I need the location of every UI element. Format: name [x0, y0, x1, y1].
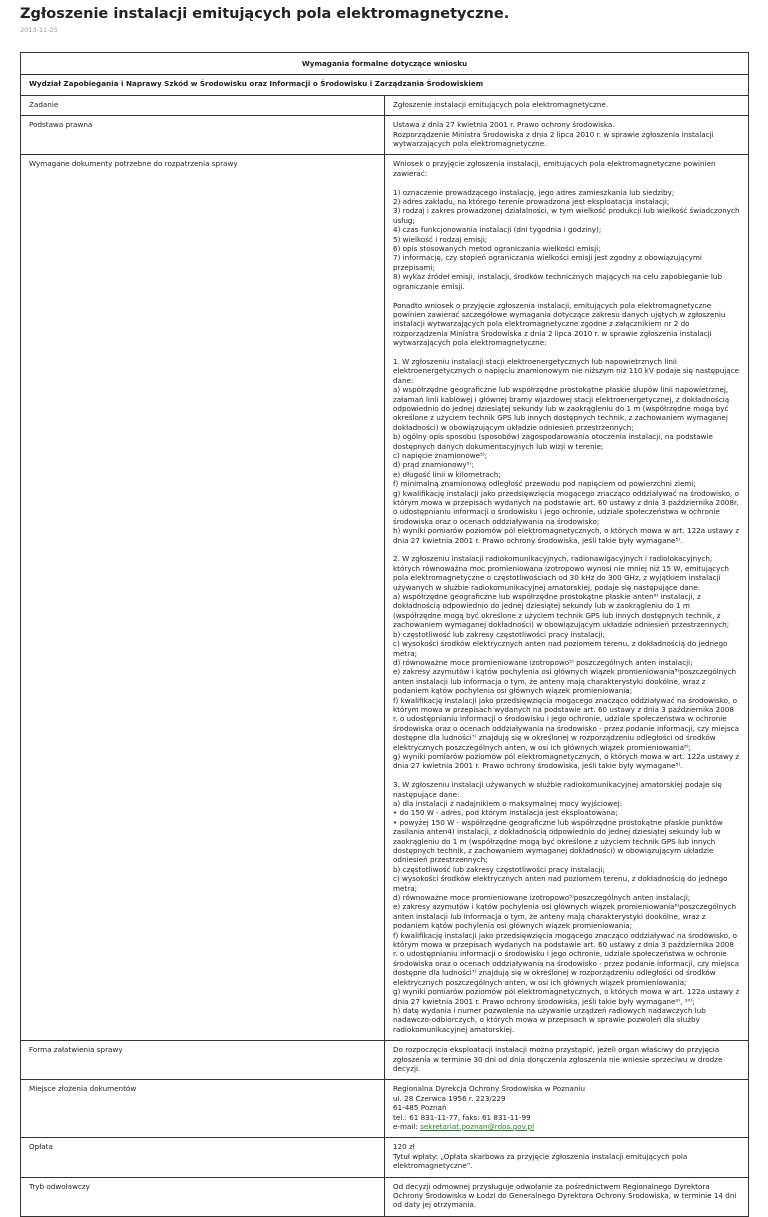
department-row	[21, 75, 749, 95]
miejsce-email-line	[393, 1122, 740, 1131]
row-label-oplata: Opłata	[21, 1138, 385, 1177]
publication-date: 2013-11-25	[20, 26, 58, 34]
table-row	[21, 1080, 749, 1138]
row-value-zadanie	[385, 95, 749, 115]
table-heading-row	[21, 53, 749, 75]
dokumenty-section-3: 3. W zgłoszeniu instalacji używanych w służbie radiokomunikacyjnej amatorskiej podaje się następujące dane: a) dla instalacji z nadajnikiem o maksymalnej mocy wyjściowej: • do 150 W - adres, pod którym instalacja jest eksploatowana; • powyżej 150 W - współrzędne geograficzne lub współrzędne prostokątne płaskie punktów zasilania anten4) instalacji, z dokładnością odpowiednio do jednej dziesiątej sekundy lub w zaokrągleniu do 1 m (współrzędne mogą być określone z użyciem technik GPS lub innych dostępnych technik, z zachowaniem wymaganej dokładności) w obowiązującym układzie odniesień przestrzennych; b) częstotliwość lub zakresy częstotliwości pracy instalacji; c) wysokości środków elektrycznych anten nad poziomem terenu, z dokładnością do jednego metra; d) równoważne moce promieniowane izotropowo⁵⁾poszczególnych anten instalacji; e) zakresy azymutów i kątów pochylenia osi głównych wiązek promieniowania⁶⁾poszczególnych anten instalacji lub informacja o tym, że anteny mają charakterystyki dookólne, wraz z podaniem kątów pochylenia osi głównych wiązek promieniowania; f) kwalifikację instalacji jako przedsięwzięcia mogącego znacząco oddziaływać na środowisko, o którym mowa w przepisach wydanych na podstawie art. 60 ustawy z dnia 3 października 2008 r. o udostępnianiu informacji o środowisku i jego ochronie, udziale społeczeństwa w ochronie środowiska oraz o ocenach oddziaływania na środowisko - przez podanie informacji, czy miejsca dostępne dla ludności⁷⁾ znajdują się w określonej w rozporządzeniu odległości od środków elektrycznych poszczególnych anten, w osi ich głównych wiązek promieniowania; g) wyniki pomiarów poziomów pól elektromagnetycznych, o których mowa w art. 122a ustawy z dnia 27 kwietnia 2001 r. Prawo ochrony środowiska, jeśli takie były wymagane⁹⁾, ¹⁰⁾; h) datę wydania i numer pozwolenia na używanie urządzeń radiowych nadawczych lub nadawczo-odbiorczych, o których mowa w przepisach w sprawie pozwoleń dla służby radiokomunikacyjnej amatorskiej.	[393, 780, 740, 1034]
row-label-zadanie: Zadanie	[21, 95, 385, 115]
row-label-dokumenty: Wymagane dokumenty potrzebne do rozpatrzenia sprawy	[21, 155, 385, 1041]
dokumenty-intro: Wniosek o przyjęcie zgłoszenia instalacji, emitujących pola elektromagnetyczne powinien zawierać:	[393, 159, 716, 178]
dokumenty-list: 1) oznaczenie prowadzącego instalację, jego adres zamieszkania lub siedziby; 2) adres zakładu, na którego terenie prowadzona jest eksploatacja instalacji; 3) rodzaj i zakres prowadzonej działalności, w tym wielkość produkcji lub wielkość świadczonych usług; 4) czas funkcjonowania instalacji (dni tygodnia i godziny); 5) wielkość i rodzaj emisji; 6) opis stosowanych metod ograniczania wielkości emisji; 7) informację, czy stopień ograniczania wielkości emisji jest zgodny z obowiązującymi przepisami; 8) wykaz źródeł emisji, instalacji, środków technicznych mających na celu zapobieganie lub ograniczanie emisji.	[393, 187, 740, 291]
table-row	[21, 155, 749, 1041]
page-title: Zgłoszenie instalacji emitujących pola elektromagnetyczne.	[20, 6, 510, 22]
table-row	[21, 1177, 749, 1216]
dokumenty-section-1: 1. W zgłoszeniu instalacji stacji elektroenergetycznych lub napowietrznych linii elektroenergetycznych o napięciu znamionowym nie niższym niż 110 kV podaje się następujące dane: a) współrzędne geograficzne lub współrzędne prostokątne płaskie słupów linii napowietrznej, załamań linii kablowej i głównej bramy wjazdowej stacji elektroenergetycznej, z dokładnością odpowiednio do jednej dziesiątej sekundy lub w zaokrągleniu do 1 m (współrzędne mogą być określone z użyciem technik GPS lub innych dostępnych technik, z zachowaniem wymaganej dokładności) w obowiązującym układzie odniesień przestrzennych; b) ogólny opis sposobu (sposobów) zagospodarowania otoczenia instalacji, na podstawie dostępnych danych dokumentacyjnych lub wizji w terenie; c) napięcie znamionowe⁵⁾; d) prąd znamionowy⁵⁾; e) długość linii w kilometrach; f) minimalną znamionową odległość przewodu pod napięciem od powierzchni ziemi; g) kwalifikację instalacji jako przedsięwzięcia mogącego znacząco oddziaływać na środowisko, o którym mowa w przepisach wydanych na podstawie art. 60 ustawy z dnia 3 października 2008r. o udostępnianiu informacji o środowisku i jego ochronie, udziale społeczeństwa w ochronie środowiska oraz o ocenach oddziaływania na środowisko; h) wyniki pomiarów poziomów pól elektromagnetycznych, o których mowa w art. 122a ustawy z dnia 27 kwietnia 2001 r. Prawo ochrony środowiska, jeśli takie były wymagane⁵⁾.	[393, 356, 740, 545]
requirements-table	[20, 52, 749, 1217]
email-prefix: e-mail:	[393, 1121, 421, 1131]
dokumenty-section-2: 2. W zgłoszeniu instalacji radiokomunikacyjnych, radionawigacyjnych i radiolokacyjnych, których równoważna moc promieniowana izotropowo wynosi nie mniej niż 15 W, emitujących pola elektromagnetyczne o częstotliwościach od 30 kHz do 300 GHz, z wyjątkiem instalacji używanych w służbie radiokomunikacyjnej amatorskiej, podaje się następujące dane: a) współrzędne geograficzne lub współrzędne prostokątne płaskie anten⁶⁾ instalacji, z dokładnością odpowiednio do jednej dziesiątej sekundy lub w zaokrągleniu do 1 m (współrzędne mogą być określone z użyciem technik GPS lub innych dostępnych technik, z zachowaniem wymaganej dokładności) w obowiązującym układzie odniesień przestrzennych; b) częstotliwość lub zakresy częstotliwości pracy instalacji; c) wysokości środków elektrycznych anten nad poziomem terenu, z dokładnością do jednego metra; d) równoważne moce promieniowane izotropowo⁵⁾ poszczególnych anten instalacji; e) zakresy azymutów i kątów pochylenia osi głównych wiązek promieniowania⁸⁾poszczególnych anten instalacji lub informacja o tym, że anteny mają charakterystyki dookólne, wraz z podaniem kątów pochylenia osi głównych wiązek promieniowania; f) kwalifikację instalacji jako przedsięwzięcia mogącego znacząco oddziaływać na środowisko, o którym mowa w przepisach wydanych na podstawie art. 60 ustawy z dnia 3 października 2008 r. o udostępnianiu informacji o środowisku i jego ochronie, udziale społeczeństwa w ochronie środowiska oraz o ocenach oddziaływania na środowisko - przez podanie informacji, czy miejsca dostępne dla ludności⁷⁾ znajdują się w określonej w rozporządzeniu odległości od środków elektrycznych poszczególnych anten, w osi ich głównych wiązek promieniowania⁸⁾; g) wyniki pomiarów poziomów pól elektromagnetycznych, o których mowa w art. 122a ustawy z dnia 27 kwietnia 2001 r. Prawo ochrony środowiska, jeśli takie były wymagane⁵⁾.	[393, 554, 740, 771]
row-label-miejsce: Miejsce złożenia dokumentów	[21, 1080, 385, 1138]
table-row	[21, 95, 749, 115]
tryb-text: Od decyzji odmownej przysługuje odwołanie za pośrednictwem Regionalnego Dyrektora Ochrony Środowiska w Łodzi do Generalnego Dyrektora Ochrony Środowiska, w terminie 14 dni od daty jej otrzymania.	[393, 1181, 737, 1210]
row-value-tryb	[385, 1177, 749, 1216]
table-heading: Wymagania formalne dotyczące wniosku	[21, 53, 749, 75]
row-value-oplata	[385, 1138, 749, 1177]
zadanie-text: Zgłoszenie instalacji emitujących pola elektromagnetyczne.	[393, 99, 609, 109]
row-value-miejsce	[385, 1080, 749, 1138]
row-value-dokumenty	[385, 155, 749, 1041]
row-label-tryb: Tryb odwoławczy	[21, 1177, 385, 1216]
table-row	[21, 1138, 749, 1177]
forma-text: Do rozpoczęcia eksploatacji instalacji można przystąpić, jeżeli organ właściwy do przyjęcia zgłoszenia w terminie 30 dni od dnia doręczenia zgłoszenia nie wniesie sprzeciwu w drodze decyzji.	[393, 1045, 723, 1073]
row-value-forma	[385, 1041, 749, 1080]
department-name: Wydział Zapobiegania i Naprawy Szkód w Środowisku oraz Informacji o Środowisku i Zarządzania Środowiskiem	[21, 75, 749, 95]
table-row	[21, 1041, 749, 1080]
podstawa-text: Ustawa z dnia 27 kwietnia 2001 r. Prawo ochrony środowiska. Rozporządzenie Ministra Środowiska z dnia 2 lipca 2010 r. w sprawie zgłoszenia instalacji wytwarzających pola elektromagnetyczne.	[393, 120, 714, 149]
dokumenty-additional: Ponadto wniosek o przyjęcie zgłoszenia instalacji, emitujących pola elektromagnetyczne powinien zawierać szczegółowe wymagania dotyczące zakresu danych ujętych w zgłoszeniu instalacji wytwarzających pola elektromagnetyczne zgodne z załącznikiem nr 2 do rozporządzenia Ministra Środowiska z dnia 2 lipca 2010 r. w sprawie zgłoszenia instalacji wytwarzających pola elektromagnetyczne:	[393, 300, 726, 348]
row-label-forma: Forma załatwienia sprawy	[21, 1041, 385, 1080]
miejsce-address: Regionalna Dyrekcja Ochrony Środowiska w Poznaniu ul. 28 Czerwca 1956 r. 223/229 61-485 Poznań tel.: 61 831-11-77, faks: 61 831-11-99	[393, 1084, 586, 1122]
row-value-podstawa	[385, 116, 749, 155]
oplata-text: 120 zł Tytuł wpłaty: „Opłata skarbowa za przyjęcie zgłoszenia instalacji emitujących pola elektromagnetyczne”.	[393, 1142, 688, 1171]
row-label-podstawa: Podstawa prawna	[21, 116, 385, 155]
email-link[interactable]: sekretariat.poznan@rdos.gov.pl	[420, 1121, 535, 1131]
table-row	[21, 116, 749, 155]
